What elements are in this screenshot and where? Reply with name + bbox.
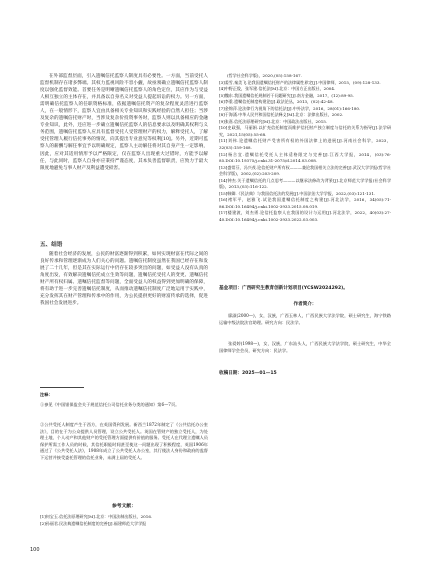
reference-item: [7]金锦萍.论法律行为视角下的信托法[J].中外法学，2016，28(01):166-180. — [219, 105, 361, 111]
notes-heading: 注释： — [40, 392, 53, 397]
paragraph-oversight: 在外部监督层面，引入遗嘱信托监察人制度具有必要性。一方面，当前受托人监督机制存在诸多弊端。其权力监视风险不容小觑，故亟须确立遗嘱信托监察人制度以强化监督效能。首要任务是明晰遗嘱信托监察人的角色定位，其应作为与受益人相互独立的主体存在，并具备以自身名义对受益人提起诉讼的权力。另一方面，需明确信托监察人的任职资格标准，依据遗嘱信托资产的复杂程度灵活进行监察人，在一般情形下，监察人宜由具备相关专业知识和实践经验的自然人担任；当涉及复杂的遗嘱信托财产时，当涉及复杂价投资事务时，监察人则以具备相应的金融专业知识，此外，还应进一步确立遗嘱信托监察人的信息要求以及明确其权利与义务范围，遗嘱信托监察人应具有监督受托人受管理财产的权力，解释受托人，了解受托管理人履行信托事务的情况，向其提出专业意见等权利[10]。另外，近期可监察人的薪酬与解任事宜予以明确规定，监察人主动解任将对其自身产生一定影响，因此，应对其适用情形予以严格限定，仅在监察人出现重大过错时，方能予以解任，与此同时，监察人自身亦应秉持严谨态度，其本负善监督职责，应致力于最大限度地避免与事人财产及利益遭受损害。 — [40, 74, 208, 171]
reference-item: [10]史政强，马丽娟.以扩充信托制度而维护信托财产独立制度与信托的关系为指导[J].法学研究，2021,15(05):55-68. — [219, 125, 391, 137]
fund-project: 基金项目：广西研究生教育创新计划项目(YCSW2024292)。 — [219, 286, 348, 291]
note-2: ②公共受托人制度产生于西方，在英国得到发展。新西兰1872年制定了《公共信托办公室法》，目的在于为公众提供人员管理，设立公共受托人。英国在管财产的独立受托人，为处理土地、个人动产和其他财产的受托管理方面提供有价值的服务。受托人在代理立遗嘱人员保护所需工作人员的时候，其信托职能时间甚至使这一问题出现了积极程度，英国1906年通过了《公共受托人法》，1908年成立了公共受托人办公室，其行使法人身份和政府的监督下运营并接受委托管理的信托业务，未满上届的受托人。 — [40, 422, 208, 460]
reference-item: [17]楼建波，刘杰勇.论信托监察人在我国的设计与运用[J].河北法学，2022，40(03):27-40.DOI:10.16494/j.cnki.1002-3933.2022.03.003. — [219, 210, 391, 223]
reference-item: [6]李重.遗嘱信托制度构建论[J].政法论丛，2013，(02):42-48. — [219, 99, 334, 105]
reference-item: [8]于海涌.中华人民共和国信托法释义[M].北京：法律出版社，2002. — [219, 112, 344, 118]
reference-1: [1]何宝玉.信托法原理研究[M].北京：中国法制出版社，2016. — [40, 514, 153, 519]
references-heading: 参考文献： — [112, 503, 136, 509]
reference-item: [4]中野正俊，张军建.信托法[M].北京：中国方正出版社，2004. — [219, 86, 336, 92]
reference-item: (哲学社会科学版)，2020,(05):158-167. — [227, 73, 302, 78]
reference-item: [15]韩卿.《民法典》与我国信托法的发展[J].中国法治大学学报，2022,(03):121-131. — [219, 190, 376, 196]
reference-item: [11]刘伟.论遗嘱信托财产受害所有权的外国法律上的进展[J].河南社会科学，2023，32(03):159-168. — [219, 138, 391, 151]
received-date: 收稿日期：2025—01—15 — [219, 371, 277, 376]
author-1-bio: 廖淑(2000—)，女，汉族，广西玉林人，广西民族大学法学院，硕士研究生，海宁铁路运输中级法院法官助理。研究方向：民法学。 — [219, 313, 391, 325]
reference-item: [12]杨合宜.遗嘱信托受托人主体适格限定与完善[J].江西大学报，2014，(03):76-85.DOI:10.19375/j.cnki.31-2075/d.2014.03.008. — [219, 151, 391, 164]
page-number: 100 — [30, 547, 40, 553]
section-heading-conclusion: 五、结语 — [40, 242, 63, 248]
author-2-bio: 张爱婷(1998—)，女，汉族，广东汕头人，广西民族大学法学院，硕士研究生，中华全国律师学会会员，研究方向：民法学。 — [219, 341, 391, 353]
reference-list — [219, 73, 391, 224]
reference-item: [14]钟杰.关于遗嘱信托的几点思考———以继承法修改为背景[J].北京师范大学学报(社会科学版)，2013,(03):116-122. — [219, 177, 391, 190]
footnote-divider — [40, 387, 84, 388]
reference-item: [13]盛常芬，冯兴茂.论信托财产所有权———兼论我国相关立法的完善[J].武汉大学学报(哲学社会科学版)，2002,(02):203-209. — [219, 164, 391, 177]
reference-item: [9]张嘉.信托法原理研究[M].北京：中国政法出版社，2015. — [219, 118, 328, 124]
reference-item: [5]魏东.我国遗嘱信托规制若干问题研究[J].南方金融，2017，(12):89-95. — [219, 92, 355, 98]
reference-2: [2]孙丽君.民法典遗嘱信托制度的完善[J].福建师范大学学报 — [40, 521, 147, 526]
note-1: ①参见《中国银保监会关于规范信托公司信托业务分类的通知》第6—7页。 — [40, 402, 180, 407]
reference-item: [3]姜雪,秦美飞.论我国遗嘱信托财产的法律属性界定[J].中国律师，2015，(09):128-133. — [219, 79, 381, 85]
paragraph-conclusion: 随着社会经济的发展，公民的财富逐渐得到积累，如何实现财富在代际之间的良好传承和管理逐渐成为人们关心的问题。遗嘱信托制度虽然在我国已经存在和发展了二十几年，但是其在实际运行中仍存在较多突出的问题，如受益人没有认真的角度出发，有效解决遗嘱信托成立生效等问题，遗嘱信托受托人的变更、遗嘱信托财产所有权归属、遗嘱信托监督等问题，全面受益人的权益得到更加明确的保障，将有助于进一步完善遗嘱信托制度，从而推动遗嘱信托制度广泛地运用于实践中，充分发挥其在财产管理和传承中的作用，为公民提供更好的财富传承的选择，促进我国社会发展进步。 — [40, 252, 208, 307]
author-heading: 作者简介： — [293, 302, 317, 307]
reference-item: [16]褚军平，赵雅飞.试论我国遗嘱信托制度之构建[J].河北法学，2016，34(05):71-86.DOI:10.16494/j.cnki.1002-3933.2015.08.019. — [219, 197, 391, 209]
